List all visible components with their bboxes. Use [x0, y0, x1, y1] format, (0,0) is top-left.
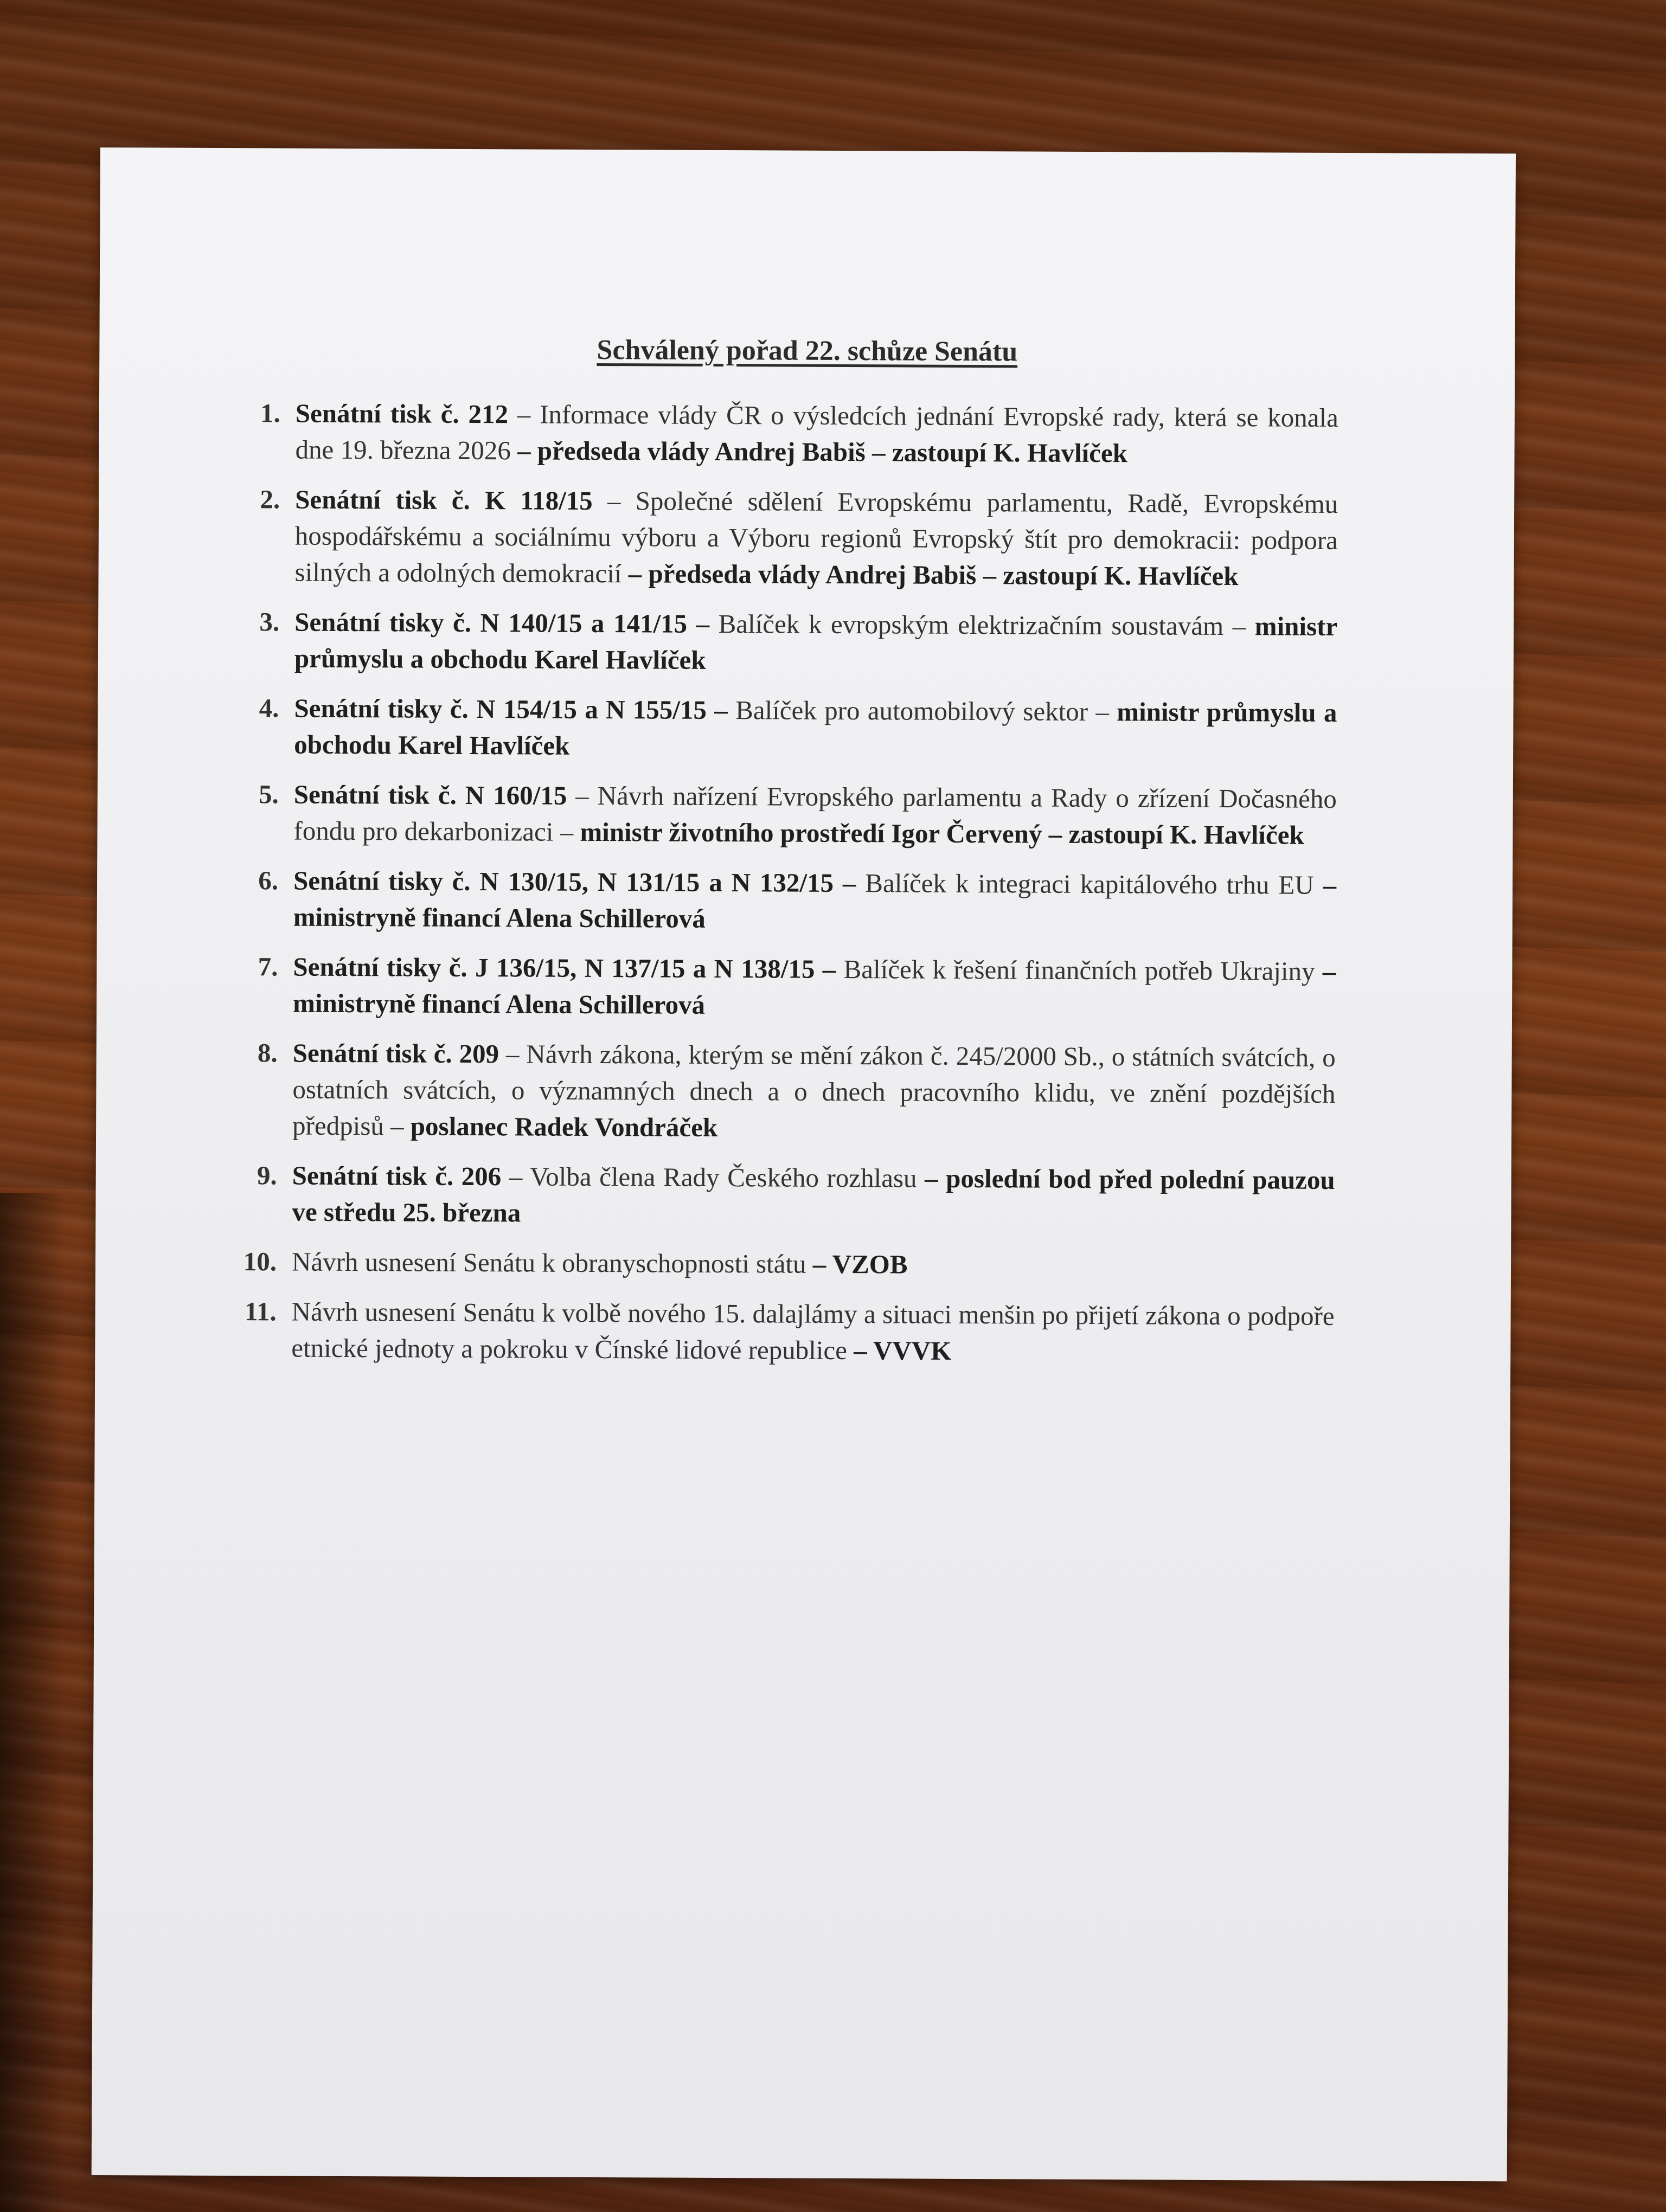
agenda-item-text: [295, 395, 1338, 472]
agenda-item-bold-text: – VZOB: [812, 1249, 908, 1279]
agenda-item: [245, 395, 1338, 472]
agenda-item: [242, 1157, 1335, 1234]
agenda-item: [244, 776, 1337, 853]
agenda-item: [242, 1243, 1335, 1284]
agenda-item-number: 2.: [260, 484, 280, 515]
table-shadow: [0, 1193, 65, 2212]
document-title: Schválený pořad 22. schůze Senátu: [597, 334, 1018, 368]
agenda-list: [241, 395, 1338, 1384]
agenda-item-bold-text: Senátní tisk č. 212: [295, 398, 509, 429]
agenda-item: [241, 1293, 1335, 1371]
agenda-item-text: [293, 863, 1337, 940]
agenda-item-plain-text: Balíček k integraci kapitálového trhu EU: [856, 868, 1323, 900]
agenda-item-number: 3.: [259, 607, 280, 637]
agenda-item-bold-text: Senátní tisky č. N 130/15, N 131/15 a N 132/15 –: [293, 865, 856, 898]
paper-sheet: [92, 147, 1516, 2181]
agenda-item: [244, 862, 1337, 940]
agenda-item-text: [294, 690, 1337, 767]
agenda-item-text: [291, 1294, 1335, 1371]
agenda-item-plain-text: Balíček k řešení finančních potřeb Ukrajiny: [836, 954, 1323, 986]
agenda-item-plain-text: Balíček k evropským elektrizačním soustavám –: [709, 608, 1255, 641]
agenda-item: [245, 603, 1338, 681]
agenda-item-plain-text: – Informace vlády ČR o výsledcích jednání Evropské rady, která se konala dne 19. března 2026: [295, 399, 1338, 466]
agenda-item-bold-text: Senátní tisk č. K 118/15: [295, 484, 593, 516]
agenda-item-plain-text: – Návrh zákona, kterým se mění zákon č. 245/2000 Sb., o státních svátcích, o ostatních svátcích, o významných dnech a o dnech pracovního klidu, ve znění pozdějších předpisů –: [292, 1039, 1336, 1141]
agenda-item-bold-text: ministr průmyslu a obchodu Karel Havlíček: [294, 697, 1337, 761]
agenda-item-bold-text: – předseda vlády Andrej Babiš – zastoupí K. Havlíček: [517, 435, 1128, 468]
agenda-item-bold-text: Senátní tisky č. J 136/15, N 137/15 a N 138/15 –: [293, 951, 836, 984]
agenda-item-number: 7.: [258, 951, 278, 982]
agenda-item-bold-text: – předseda vlády Andrej Babiš – zastoupí K. Havlíček: [628, 558, 1239, 591]
agenda-item-number: 4.: [259, 693, 279, 723]
agenda-item-text: [292, 1035, 1336, 1148]
agenda-item-number: 10.: [243, 1246, 277, 1277]
agenda-item-text: [293, 949, 1336, 1026]
agenda-item-bold-text: Senátní tisky č. N 154/15 a N 155/15 –: [294, 693, 728, 725]
agenda-item-plain-text: Balíček pro automobilový sektor –: [727, 695, 1117, 727]
agenda-item-bold-text: – ministryně financí Alena Schillerová: [292, 956, 1336, 1020]
agenda-item-bold-text: Senátní tisk č. 206: [292, 1160, 502, 1192]
agenda-item-text: [292, 1158, 1335, 1234]
agenda-item-plain-text: – Společné sdělení Evropskému parlamentu, Radě, Evropskému hospodářskému a sociálnímu výboru a Výboru regionů Evropský štít pro demokracii: podpora silných a odolných demokracií: [294, 485, 1338, 589]
agenda-item-bold-text: – ministryně financí Alena Schillerová: [293, 870, 1337, 934]
agenda-item-bold-text: Senátní tisk č. 209: [292, 1038, 499, 1069]
agenda-item-bold-text: Senátní tisk č. N 160/15: [293, 779, 567, 811]
agenda-item-bold-text: Senátní tisky č. N 140/15 a 141/15 –: [294, 607, 710, 639]
agenda-item-number: 5.: [258, 779, 279, 809]
agenda-item-number: 1.: [260, 398, 280, 428]
agenda-item-text: [292, 1244, 1335, 1284]
agenda-item: [243, 948, 1336, 1026]
agenda-item-number: 9.: [257, 1160, 277, 1191]
agenda-item-bold-text: poslanec Radek Vondráček: [410, 1111, 718, 1142]
agenda-item: [242, 1034, 1336, 1148]
agenda-item-plain-text: – Návrh nařízení Evropského parlamentu a Rady o zřízení Dočasného fondu pro dekarbonizaci –: [293, 780, 1337, 847]
agenda-item-number: 8.: [257, 1038, 278, 1068]
agenda-item-bold-text: – VVVK: [854, 1335, 952, 1366]
agenda-item: [245, 481, 1338, 595]
agenda-item-plain-text: Návrh usnesení Senátu k volbě nového 15. dalajlámy a situaci menšin po přijetí zákona o podpoře etnické jednoty a pokroku v Čínské lidové republice: [291, 1296, 1335, 1366]
agenda-item-number: 11.: [244, 1296, 277, 1327]
agenda-item: [244, 690, 1337, 767]
agenda-item-plain-text: Návrh usnesení Senátu k obranyschopnosti státu: [291, 1246, 813, 1279]
agenda-item-text: [294, 481, 1338, 595]
agenda-item-bold-text: – poslední bod před polední pauzou ve středu 25. března: [292, 1163, 1335, 1228]
agenda-item-text: [294, 604, 1338, 681]
agenda-item-text: [293, 776, 1337, 853]
agenda-item-number: 6.: [258, 865, 279, 896]
agenda-item-bold-text: ministr životního prostředí Igor Červený – zastoupí K. Havlíček: [580, 816, 1304, 850]
agenda-item-bold-text: ministr průmyslu a obchodu Karel Havlíček: [294, 611, 1338, 675]
agenda-item-plain-text: – Volba člena Rady Českého rozhlasu: [501, 1161, 925, 1193]
